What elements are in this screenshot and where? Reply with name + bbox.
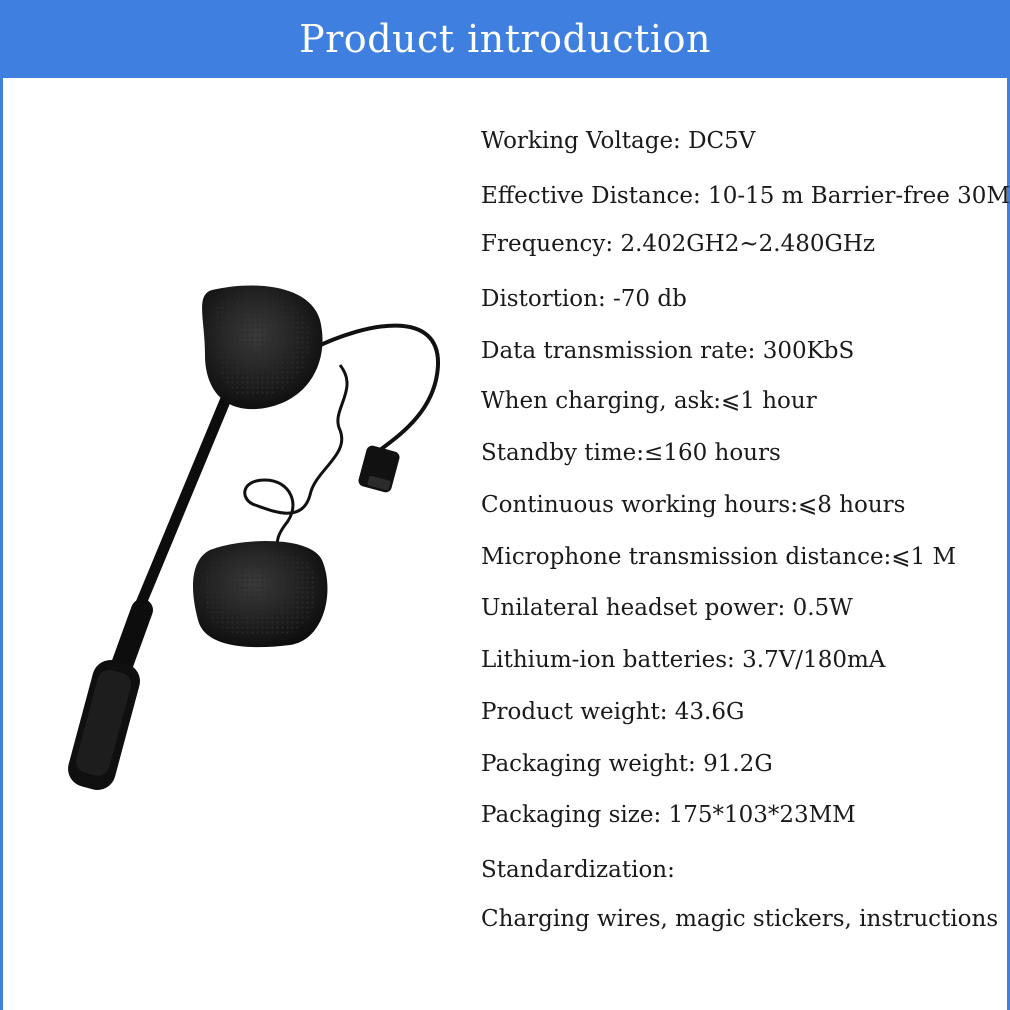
spec-standby-time: Standby time:≤160 hours bbox=[481, 440, 781, 466]
spec-standardization: Standardization: bbox=[481, 857, 675, 883]
spec-data-rate: Data transmission rate: 300KbS bbox=[481, 338, 855, 364]
spec-working-hours: Continuous working hours:⩽8 hours bbox=[481, 492, 906, 518]
spec-package-contents: Charging wires, magic stickers, instructions bbox=[481, 906, 999, 932]
spec-effective-distance: Effective Distance: 10-15 m Barrier-free 30M bbox=[481, 183, 1010, 209]
spec-mic-distance: Microphone transmission distance:⩽1 M bbox=[481, 544, 957, 570]
spec-frequency: Frequency: 2.402GH2~2.480GHz bbox=[481, 231, 876, 257]
spec-headset-power: Unilateral headset power: 0.5W bbox=[481, 595, 853, 621]
spec-distortion: Distortion: -70 db bbox=[481, 286, 687, 312]
spec-packaging-weight: Packaging weight: 91.2G bbox=[481, 751, 773, 777]
header-banner bbox=[0, 0, 1010, 78]
spec-battery: Lithium-ion batteries: 3.7V/180mA bbox=[481, 647, 886, 673]
spec-charging-time: When charging, ask:⩽1 hour bbox=[481, 388, 817, 414]
page-title: Product introduction bbox=[299, 17, 711, 61]
spec-packaging-size: Packaging size: 175*103*23MM bbox=[481, 802, 856, 828]
spec-product-weight: Product weight: 43.6G bbox=[481, 699, 745, 725]
headset-icon bbox=[40, 270, 470, 830]
spec-working-voltage: Working Voltage: DC5V bbox=[481, 128, 756, 154]
